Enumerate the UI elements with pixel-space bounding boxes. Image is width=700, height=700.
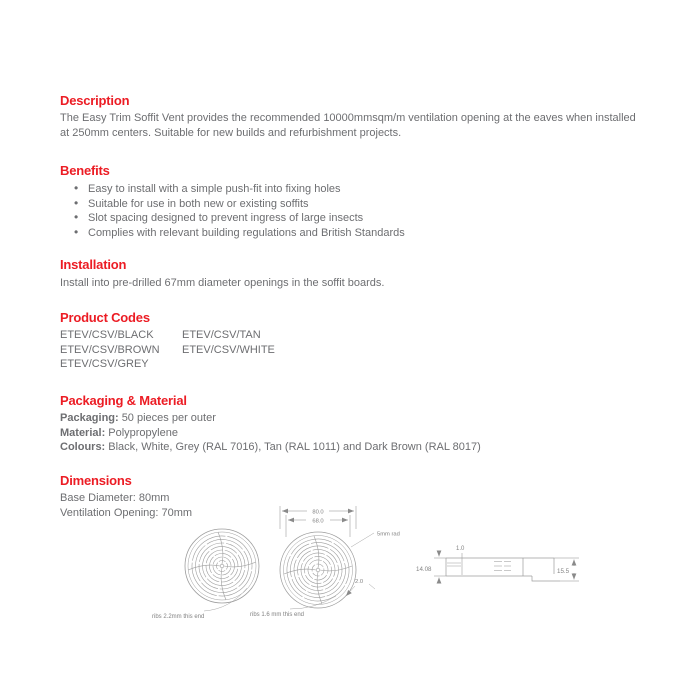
vent-side-profile	[446, 553, 560, 581]
product-code: ETEV/CSV/TAN	[182, 329, 261, 341]
side-right-height-label: 15.5	[557, 568, 570, 575]
radius-note: 5mm rad	[377, 531, 400, 538]
product-codes-column-1	[60, 328, 182, 372]
left-ribs-note: ribs 2.2mm this end	[152, 614, 205, 620]
section-product-codes	[60, 310, 150, 325]
product-codes-column-2	[182, 328, 275, 372]
packaging-label: Packaging:	[60, 412, 119, 424]
ventilation-opening-line: Ventilation Opening: 70mm	[60, 506, 193, 519]
product-codes-heading: Product Codes	[60, 310, 150, 325]
section-dimensions	[60, 473, 132, 488]
slot-leader-line	[346, 586, 355, 596]
packaging-value: 50 pieces per outer	[121, 412, 216, 424]
product-code: ETEV/CSV/GREY	[60, 358, 149, 370]
right-ribs-note: ribs 1.6 mm this end	[250, 612, 305, 618]
description-body: The Easy Trim Soffit Vent provides the recommended 10000mmsqm/m ventilation opening at the eaves when installed at 250mm centers. Suitable for new builds and refurbishment projects.	[60, 112, 636, 139]
packaging-details	[60, 411, 481, 455]
benefit-item: • Complies with relevant building regulations and British Standards	[60, 226, 405, 241]
benefit-item: • Easy to install with a simple push-fit into fixing holes	[60, 182, 405, 197]
vent-front-drawing-left	[185, 529, 259, 603]
colours-label: Colours:	[60, 441, 106, 454]
dimensions-heading: Dimensions	[60, 473, 132, 488]
outer-diameter-label: 80.0	[312, 509, 324, 516]
side-left-height-label: 14.08	[416, 566, 432, 573]
product-codes-table	[60, 328, 275, 372]
base-diameter-line: Base Diameter: 80mm	[60, 492, 170, 504]
benefits-list	[60, 182, 405, 241]
product-code: ETEV/CSV/WHITE	[182, 343, 275, 356]
benefits-heading: Benefits	[60, 163, 110, 178]
vent-opening-label: 68.0	[312, 518, 324, 525]
side-left-height-dimension	[434, 551, 446, 583]
packaging-heading: Packaging & Material	[60, 393, 187, 408]
radius-leader-line	[351, 533, 374, 547]
section-description	[60, 93, 129, 108]
slot-tick	[369, 584, 375, 589]
slot-note: 2.0	[355, 579, 364, 585]
side-view-micro-text-marks	[494, 562, 511, 571]
installation-heading: Installation	[60, 257, 127, 272]
section-benefits	[60, 163, 110, 178]
benefit-item: • Suitable for use in both new or existing soffits	[60, 197, 405, 212]
packaging-row	[60, 411, 481, 426]
installation-body: Install into pre-drilled 67mm diameter openings in the soffit boards.	[60, 277, 385, 289]
description-heading: Description	[60, 93, 130, 108]
packaging-row	[60, 440, 481, 455]
material-value: Polypropylene	[108, 426, 178, 439]
section-packaging	[60, 393, 187, 408]
product-code: ETEV/CSV/BROWN	[60, 343, 160, 356]
vent-front-drawing-right	[276, 528, 364, 613]
colours-value: Black, White, Grey (RAL 7016), Tan (RAL 1011) and Dark Brown (RAL 8017)	[108, 441, 481, 454]
technical-drawing	[140, 495, 660, 645]
packaging-row	[60, 426, 481, 441]
product-code: ETEV/CSV/BLACK	[60, 329, 154, 341]
benefit-item: • Slot spacing designed to prevent ingress of large insects	[60, 211, 405, 226]
side-thickness-label: 1.0	[456, 546, 465, 552]
section-installation	[60, 257, 126, 272]
material-label: Material:	[60, 426, 106, 439]
